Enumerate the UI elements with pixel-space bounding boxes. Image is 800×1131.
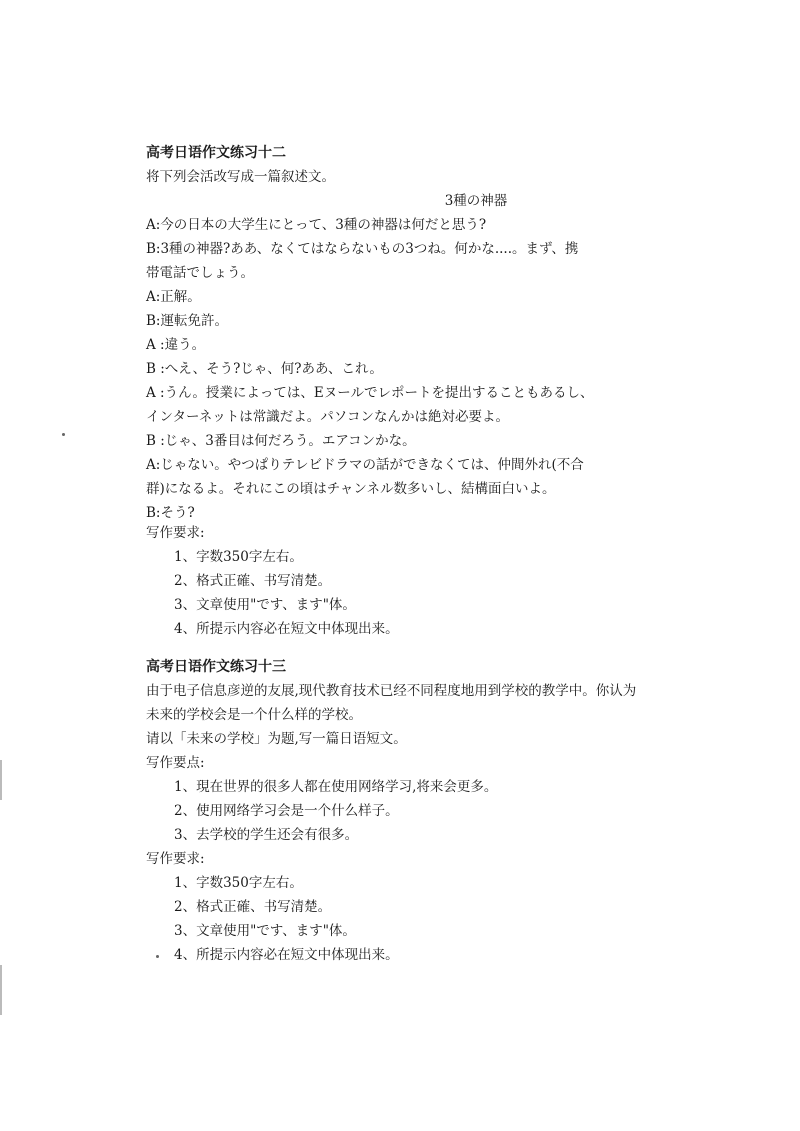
section-12-instruction: 将下列会活改写成一篇叙述文。	[146, 169, 335, 185]
point-item: 1、現在世界的很多人都在使用网络学习,将来会更多。	[174, 779, 498, 795]
point-item: 3、去学校的学生还会有很多。	[174, 827, 359, 843]
section-12-title: 高考日语作文练习十二	[146, 145, 286, 161]
point-item: 2、使用网络学习会是一个什么样子。	[174, 803, 399, 819]
scan-edge-mark	[0, 760, 2, 800]
section-13-intro: 由于电子信息彦逆的友展,现代教育技术已经不同程度地用到学校的教学中。你认为	[146, 683, 637, 699]
requirement-item: 3、文章使用"です、ます"体。	[174, 597, 356, 613]
dialogue-title: 3種の神器	[444, 193, 508, 209]
requirements-heading: 写作要求:	[146, 525, 205, 541]
dialogue-line: インターネットは常識だよ。パソコンなんかは絶対必要よ。	[146, 409, 510, 425]
requirement-item: 3、文章使用"です、ます"体。	[174, 923, 356, 939]
dialogue-line: A :うん。授業によっては、Eヌールでレポートを提出することもあるし、	[146, 385, 594, 401]
scan-edge-mark	[0, 965, 2, 1015]
section-12-requirements	[146, 523, 746, 643]
requirement-item: 1、字数350字左右。	[174, 875, 303, 891]
scan-speck	[62, 433, 65, 436]
requirement-item: 2、格式正確、书写清楚。	[174, 573, 332, 589]
requirement-item: 2、格式正確、书写清楚。	[174, 899, 332, 915]
dialogue-line: A:じゃない。やつぱりテレビドラマの話ができなくては、仲間外れ(不合	[146, 457, 584, 473]
dialogue-line: B:運転免許。	[146, 313, 228, 329]
section-12	[146, 143, 746, 527]
dialogue-line: A:今の日本の大学生にとって、3種の神器は何だと思う?	[146, 217, 487, 233]
requirement-item: 1、字数350字左右。	[174, 549, 303, 565]
dialogue-line: B :じゃ、3番目は何だろう。エアコンかな。	[146, 433, 416, 449]
dialogue-line: B:そう?	[146, 505, 195, 521]
dialogue-line: 帯電話でしょう。	[146, 265, 254, 281]
dialogue-line: A :違う。	[146, 337, 206, 353]
dialogue-line: B:3種の神器?ああ、なくてはならないもの3つね。何かな....。まず、携	[146, 241, 579, 257]
section-13-intro: 未来的学校会是一个什么样的学校。	[146, 707, 362, 723]
section-13	[146, 657, 746, 969]
requirement-item: 4、所提示内容必在短文中体现出来。	[174, 621, 399, 637]
section-13-title: 高考日语作文练习十三	[146, 659, 286, 675]
scan-speck	[156, 955, 159, 958]
dialogue-line: A:正解。	[146, 289, 201, 305]
section-13-intro: 请以「未来の学校」为题,写一篇日语短文。	[146, 731, 407, 747]
points-heading: 写作要点:	[146, 755, 205, 771]
requirement-item: 4、所提示内容必在短文中体现出来。	[174, 947, 399, 963]
dialogue-line: 群)になるよ。それにこの頃はチャンネル数多いし、結構面白いよ。	[146, 481, 556, 497]
dialogue-line: B :へえ、そう?じゃ、何?ああ、これ。	[146, 361, 383, 377]
requirements-heading: 写作要求:	[146, 851, 205, 867]
